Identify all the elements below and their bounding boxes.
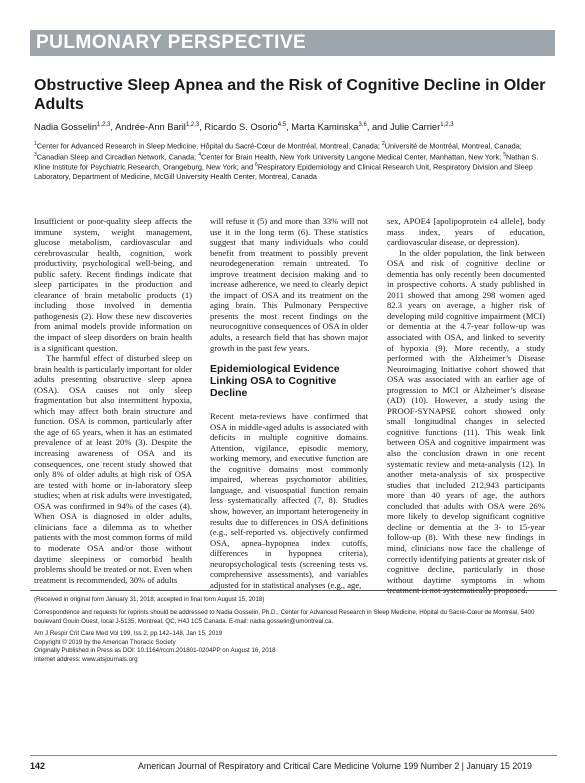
paragraph: will refuse it (5) and more than 33% will not use it in the long term (6). These statistics suggest that many individuals who could benefit from treatment to possibly prevent neurodegeneration remain untreated. To improve treatment decision making and to increase adherence, we need to clearly depict the impact of OSA and its treatment on the aging brain. This Pulmonary Perspective presents the most recent findings on the neurocognitive consequences of OSA in older adults, a research field that has shown major growth in the past few years. [210,216,368,353]
paragraph: The harmful effect of disturbed sleep on brain health is particularly important for older adults presenting obstructive sleep apnea (OSA). OSA causes not only sleep fragmentation but also intermittent hypoxia, which may affect both brain structure and function. OSA is common, particularly after the age of 65 years, when it has an estimated prevalence of at least 20% (3). Despite the increasing awareness of OSA and its consequences, one recent study showed that only 8% of older adults at high risk of OSA are tested with home or in-laboratory sleep studies; when at risk adults were investigated, OSA was confirmed in 94% of the cases (4). When OSA is diagnosed in older adults, clinicians face a dilemma as to whether patients with the most common forms of mild to moderate OSA and/or those without daytime sleepiness or comorbid health problems should be treated or not. Even when treatment is recommended, 30% of adults [34,353,192,585]
received-note: (Received in original form January 31, 2018; accepted in final form August 15, 2018) [34,596,265,603]
publication-info [34,630,559,664]
section-heading: Epidemiological Evidence Linking OSA to Cognitive Decline [210,363,340,400]
author: Julie Carrier$^{1,2,3}$ [390,122,454,133]
author: Nadia Gosselin$^{1,2,3}$, [34,122,116,133]
paragraph: sex, APOE4 [apolipoprotein ε4 allele], body mass index, years of education, cardiovascular disease, or depression). [387,216,545,248]
copyright-line: Copyright © 2019 by the American Thoracic Society [34,638,176,646]
paragraph: In the older population, the link between OSA and risk of cognitive decline or dementia has only recently been documented in prospective cohorts. A study published in 2011 showed that among 298 women aged 82.3 years on average, a higher risk of developing mild cognitive impairment (MCI) or dementia at the 4.7-year follow-up was associated with OSA, and linked to severity of hypoxia (9). More recently, a study performed with the Alzheimer’s Disease Neuroimaging Initiative cohort showed that OSA was associated with an earlier age of progression to MCI or Alzheimer’s disease (AD) (10). However, a study using the PROOF-SYNAPSE cohort showed only small longitudinal changes in selected cognitive functions (11). This weak link between OSA and cognitive impairment was also the conclusion drawn in one recent systematic review and meta-analysis (12). In another meta-analysis of six prospective studies that included 212,943 participants more than 40 years of age, the authors concluded that adults with OSA were 26% more likely to develop significant cognitive decline or dementia at the 3- to 15-year follow-up (8). With these new findings in mind, clinicians now face the challenge of correctly identifying patients at greater risk of cognitive decline, particularly in those without daytime symptoms in whom treatment is not systematically proposed. [387,247,545,596]
footnote-divider [30,590,557,591]
page-footer-divider [30,755,557,756]
article-title: Obstructive Sleep Apnea and the Risk of Cognitive Decline in Older Adults [34,77,546,113]
author: Marta Kaminska$^{3,6}$, and [291,122,391,133]
correspondence-note: Correspondence and requests for reprints should be addressed to Nadia Gosselin, Ph.D., Center for Advanced Research in Sleep Medicine, Hôpital du Sacré-Cœur de Montréal, 5400 boulevard Gouin Ouest, local J-5135, Montreal, QC, H4J 1C5 Canada. E-mail: nadia.gosselin@umontreal.ca. [34,609,535,625]
section-banner [30,30,555,56]
body-column-2 [210,216,368,590]
page-number: 142 [30,761,46,771]
author-list [34,122,554,132]
body-column-3 [387,216,545,596]
section-banner-label: PULMONARY PERSPECTIVE [36,32,307,53]
internet-line: Internet address: www.atsjournals.org [34,655,138,663]
body-column-1 [34,216,192,585]
journal-footer: American Journal of Respiratory and Critical Care Medicine Volume 199 Number 2 | January 15 2019 [138,761,532,771]
affiliations: $^1$Center for Advanced Research in Sleep Medicine, Hôpital du Sacré-Cœur de Montréal, Montreal, Canada; $^2$Université de Montréal, Montreal, Canada; $^3$Canadian Sleep and Circadian Network, Canada; $^4$Center for Brain Health, New York University Langone Medical Center, Manhattan, New York; $^5$Nathan S. Kline Institute for Psychiatric Research, Orangeburg, New York; and $^6$Respiratory Epidemiology and Clinical Research Unit, Respiratory Division and Sleep Laboratory, Department of Medicine, McGill University Health Center, Montreal, Canada [34,141,539,181]
author: Andrée-Ann Baril$^{1,2,3}$, [115,122,205,133]
paragraph: Recent meta-reviews have confirmed that OSA in middle-aged adults is associated with deficits in multiple cognitive domains. Attention, vigilance, episodic memory, working memory, and executive function are the cognitive domains most commonly impaired, whereas psychomotor abilities, language, and visuospatial function remain less systematically affected (7, 8). Studies show, however, an important heterogeneity in results due to differences in OSA definitions (e.g., self-reported vs. objectively confirmed OSA, apnea–hypopnea index cutoffs, differences in hypopnea criteria), neuropsychological tests (screening tests vs. comprehensive assessments), and variables adjusted for in statistical analyses (e.g., age, [210,411,368,590]
published-line: Originally Published in Press as DOI: 10.1164/rccm.201801-0204PP on August 16, 2018 [34,647,276,654]
paragraph: Insufficient or poor-quality sleep affects the immune system, weight management, glucose metabolism, cardiovascular and cerebrovascular health, cognition, work productivity, psychological well-being, and public safety. Recent findings indicate that sleep participates in the production and clearance of brain metabolic products (1) including those involved in dementia pathogenesis (2). How these new discoveries from animal models provide information on the impact of sleep disorders on brain health is a significant question. [34,216,192,353]
author: Ricardo S. Osorio$^{4,5}$, [204,122,292,133]
citation-line: Am J Respir Crit Care Med Vol 199, Iss 2, pp 142–148, Jan 15, 2019 [34,630,223,637]
